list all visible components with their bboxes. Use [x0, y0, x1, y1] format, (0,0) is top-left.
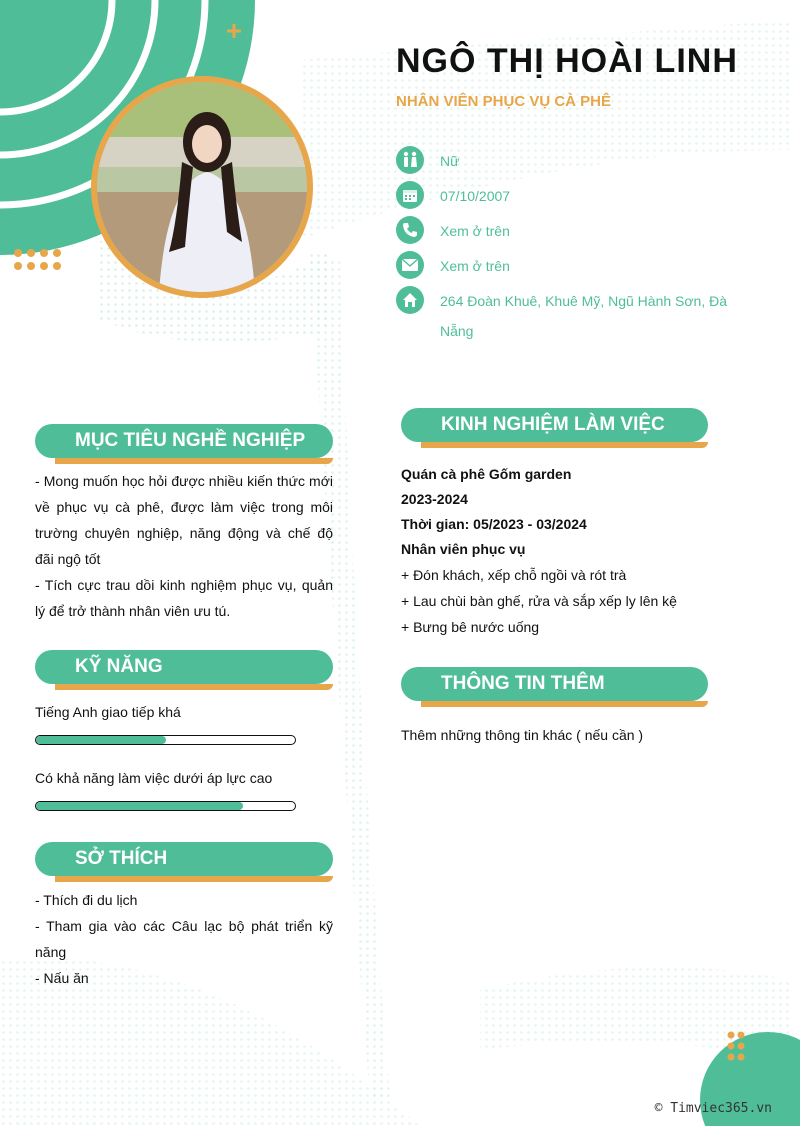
hobbies-heading — [35, 842, 333, 882]
email-text: Xem ở trên — [440, 258, 510, 274]
full-name: NGÔ THỊ HOÀI LINH — [396, 42, 738, 80]
profile-photo — [97, 82, 307, 292]
phone-text: Xem ở trên — [440, 223, 510, 239]
home-icon — [396, 286, 424, 314]
experience-period: Thời gian: 05/2023 - 03/2024 — [401, 516, 587, 532]
email-icon — [396, 251, 424, 279]
skills-heading-text: KỸ NĂNG — [35, 650, 333, 684]
experience-position: Nhân viên phục vụ — [401, 541, 526, 557]
hobbies-heading-text: SỞ THÍCH — [35, 842, 333, 876]
company-name: Quán cà phê Gốm garden — [401, 466, 572, 482]
skill-label: Tiếng Anh giao tiếp khá — [35, 704, 181, 720]
experience-heading — [401, 408, 708, 448]
contact-email — [396, 251, 736, 281]
more-info-text: Thêm những thông tin khác ( nếu cần ) — [401, 727, 644, 743]
hobbies-text: - Thích đi du lịch - Tham gia vào các Câu lạc bộ phát triển kỹ năng - Nấu ăn — [35, 892, 333, 986]
contact-gender — [396, 146, 736, 176]
skill-bar-fill — [36, 736, 166, 744]
contact-address — [396, 286, 736, 346]
experience-years: 2023-2024 — [401, 491, 468, 507]
gender-text: Nữ — [440, 153, 460, 169]
phone-icon — [396, 216, 424, 244]
calendar-icon — [396, 181, 424, 209]
address-text: 264 Đoàn Khuê, Khuê Mỹ, Ngũ Hành Sơn, Đà Nẵng — [440, 293, 728, 339]
experience-heading-text: KINH NGHIỆM LÀM VIỆC — [401, 408, 708, 442]
objective-heading-text: MỤC TIÊU NGHỀ NGHIỆP — [35, 424, 333, 458]
job-title: NHÂN VIÊN PHỤC VỤ CÀ PHÊ — [396, 93, 612, 110]
skill-bar — [35, 801, 296, 811]
skill-bar — [35, 735, 296, 745]
skill-bar-fill — [36, 802, 243, 810]
experience-entry — [401, 462, 741, 640]
footer-watermark: © Timviec365.vn — [654, 1101, 772, 1116]
skills-heading — [35, 650, 333, 690]
birthday-text: 07/10/2007 — [440, 188, 511, 204]
contact-phone — [396, 216, 736, 246]
more-info-heading-text: THÔNG TIN THÊM — [401, 667, 708, 701]
duty-item: + Bưng bê nước uống — [401, 619, 540, 635]
more-info-heading — [401, 667, 708, 707]
objective-heading — [35, 424, 333, 464]
duty-item: + Đón khách, xếp chỗ ngồi và rót trà — [401, 567, 627, 583]
contact-birthday — [396, 181, 736, 211]
duty-item: + Lau chùi bàn ghế, rửa và sắp xếp ly lên kệ — [401, 593, 677, 609]
gender-icon — [396, 146, 424, 174]
objective-text: - Mong muốn học hỏi được nhiều kiến thức mới về phục vụ cà phê, được làm việc trong môi trường chuyên nghiệp, năng động và chế độ đãi ngộ tốt - Tích cực trau dồi kinh nghiệm phục vụ, quản lý để trở thành nhân viên ưu tú. — [35, 473, 333, 619]
skill-label: Có khả năng làm việc dưới áp lực cao — [35, 770, 273, 786]
avatar — [91, 76, 313, 298]
